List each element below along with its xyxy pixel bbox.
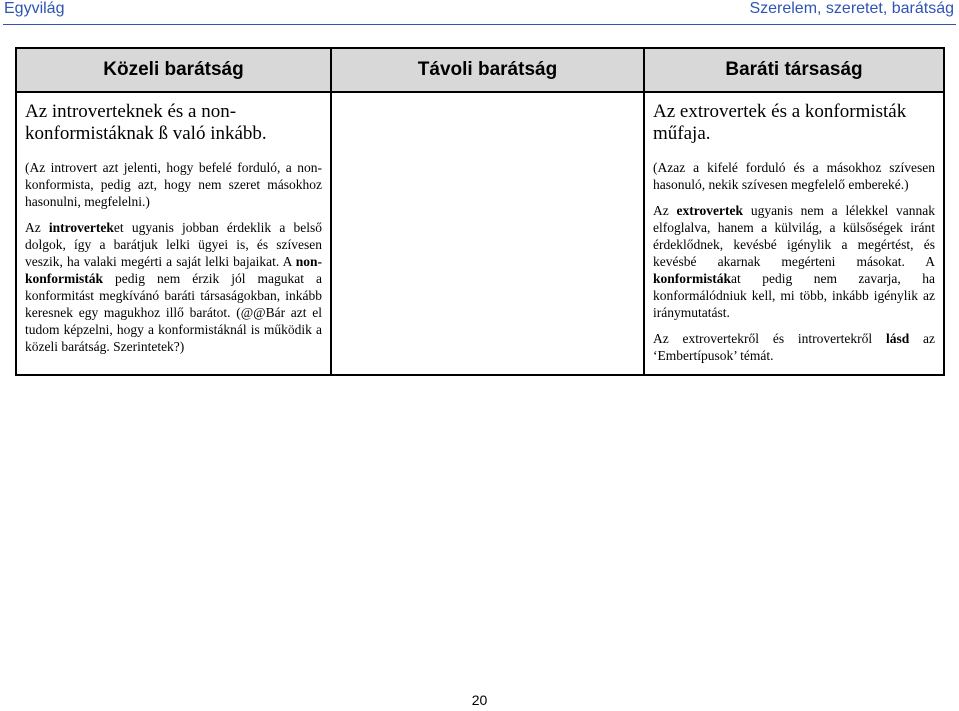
group-p3-text-a: Az extrovertekről és introvertekről — [653, 331, 886, 346]
cell-distant-friendship — [331, 92, 644, 375]
group-p2-text-a: Az — [653, 203, 677, 218]
cell-friend-group — [644, 92, 944, 375]
group-intro: Az extrovertek és a konformisták műfaja. — [653, 101, 907, 144]
page-number: 20 — [471, 692, 488, 708]
column-header-group: Baráti társaság — [644, 48, 944, 92]
group-p3-bold-see: lásd — [885, 331, 910, 346]
group-p3-text-c: az ‘Embertípusok’ témát. — [653, 331, 935, 363]
table-header-row — [16, 48, 944, 92]
friendship-table — [15, 47, 945, 376]
column-header-close: Közeli barátság — [16, 48, 331, 92]
header-left-title: Egyvilág — [4, 0, 65, 17]
column-header-distant: Távoli barátság — [331, 48, 644, 92]
group-p2-bold-conformists: konformisták — [653, 271, 732, 286]
header-right-title: Szerelem, szeretet, barátság — [749, 0, 954, 17]
close-paragraph-2 — [25, 219, 322, 355]
group-p2-text-e: at pedig nem zavarja, ha konformálódniuk kell, mi több, inkább igénylik az iránymutatást. — [653, 271, 935, 320]
close-intro: Az introverteknek és a non-konformistáknak ß való inkább. — [25, 101, 267, 144]
close-p2-text-e: pedig nem érzik jól magukat a konformitást megkívánó baráti társaságokban, inkább keresnek egy magukhoz illő barátot. (@@Bár azt el tudom képzelni, hogy a konformistáknál is működik a közeli barátság. Szerintetek?) — [25, 271, 322, 354]
header-divider — [3, 24, 956, 25]
close-p2-text-a: Az — [25, 220, 49, 235]
group-p2-bold-extroverts: extrovertek — [676, 203, 744, 218]
close-p2-bold-nonconformists: non-konformisták — [25, 254, 322, 286]
group-paragraph-3 — [653, 330, 935, 364]
table-row — [16, 92, 944, 375]
group-paragraph-1: (Azaz a kifelé forduló és a másokhoz szívesen hasonuló, nekik szívesen megfelelő embereké.) — [653, 160, 935, 192]
group-p2-text-c: ugyanis nem a lélekkel vannak elfoglalva, hanem a külvilág, a külsőségek iránt érdeklődnek, kevésbé igénylik a megértést, és kevésbé akarnak megérteni másokat. A — [653, 203, 935, 269]
close-p2-text-c: et ugyanis jobban érdeklik a belső dolgok, így a barátjuk lelki ügyei is, és szívesen veszik, ha valaki megérti a saját lelki bajaikat. A — [25, 220, 322, 269]
cell-close-friendship — [16, 92, 331, 375]
close-paragraph-1: (Az introvert azt jelenti, hogy befelé forduló, a non-konformista, pedig azt, hogy nem szeret másokhoz hasonulni, megfelelni.) — [25, 160, 322, 209]
close-p2-bold-introverts: introvertek — [48, 220, 114, 235]
group-paragraph-2 — [653, 202, 935, 321]
